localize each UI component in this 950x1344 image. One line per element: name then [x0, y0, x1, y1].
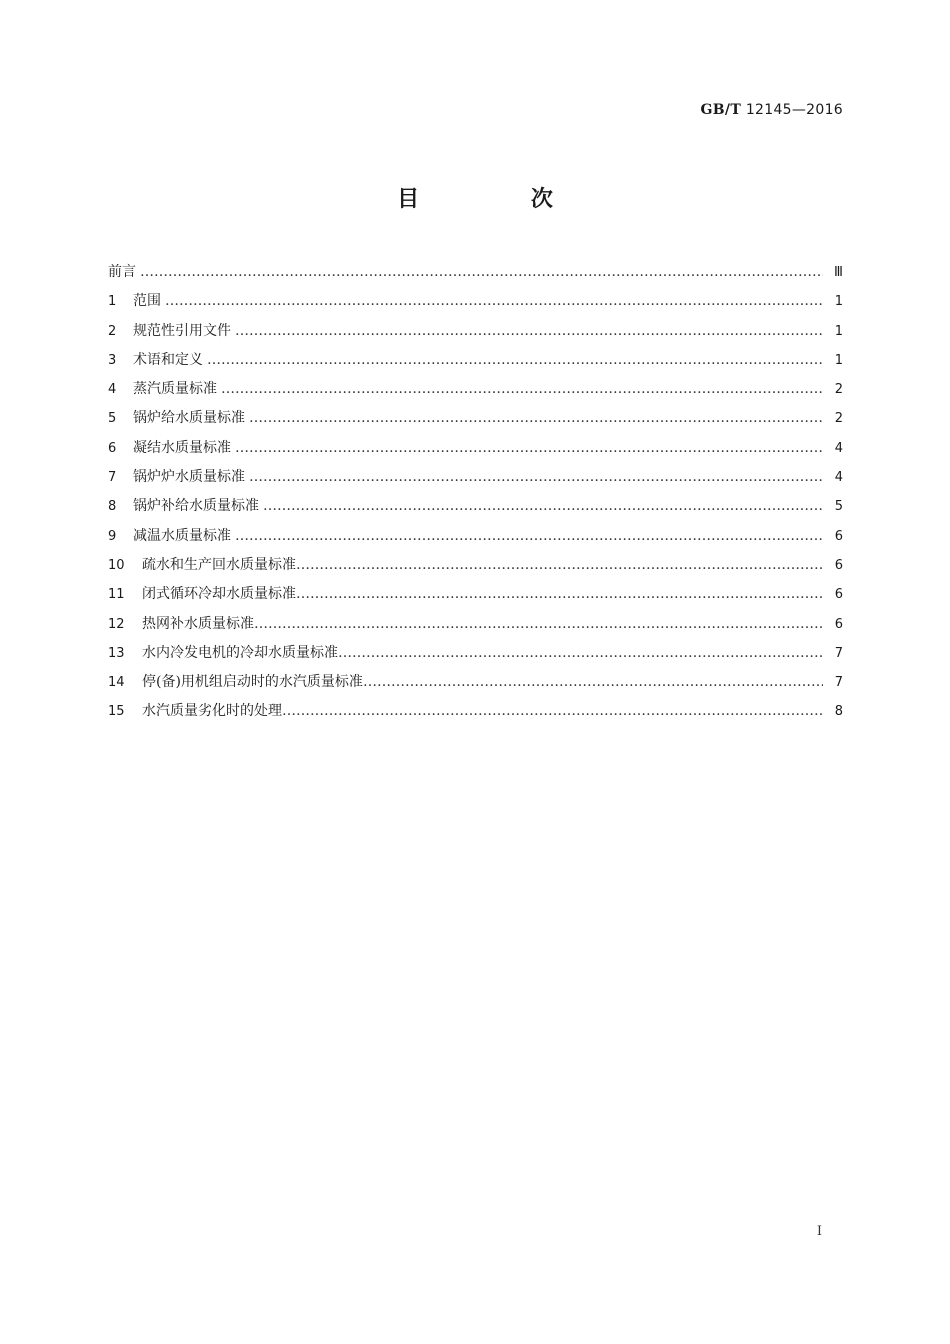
toc-entry-title: 热网补水质量标准	[142, 615, 254, 632]
toc-entry-number: 12	[108, 616, 125, 632]
toc-entry[interactable]	[108, 697, 843, 726]
toc-leader-dots	[235, 317, 823, 346]
toc-entry-title: 减温水质量标准	[133, 527, 231, 544]
toc-leader-dots	[338, 639, 823, 668]
toc-entry[interactable]	[108, 434, 843, 463]
toc-entry-page: 6	[834, 557, 843, 573]
toc-entry-number: 8	[108, 499, 117, 515]
table-of-contents	[108, 258, 843, 727]
toc-entry-number: 13	[108, 645, 125, 661]
toc-entry-page: 1	[834, 352, 843, 368]
toc-entry[interactable]	[108, 580, 843, 609]
toc-entry-page: 7	[834, 675, 843, 691]
toc-entry[interactable]	[108, 317, 843, 346]
toc-entry-number: 14	[108, 675, 125, 691]
toc-entry-title: 水内冷发电机的冷却水质量标准	[142, 644, 338, 661]
toc-leader-dots	[235, 522, 823, 551]
toc-entry-page: 4	[834, 470, 843, 486]
standard-code	[701, 102, 843, 118]
page-number: I	[816, 1224, 822, 1239]
toc-entry-page: 6	[834, 616, 843, 632]
toc-entry[interactable]	[108, 522, 843, 551]
toc-entry[interactable]	[108, 551, 843, 580]
toc-entry-title: 水汽质量劣化时的处理	[142, 703, 282, 720]
toc-leader-dots	[363, 668, 823, 697]
toc-leader-dots	[263, 492, 823, 521]
toc-entry-title: 锅炉补给水质量标准	[133, 498, 259, 515]
toc-entry[interactable]	[108, 668, 843, 697]
toc-entry[interactable]	[108, 610, 843, 639]
toc-entry-number: 15	[108, 704, 125, 720]
toc-entry-number: 5	[108, 411, 117, 427]
toc-entry-number: 10	[108, 557, 125, 573]
toc-entry-number: 6	[108, 440, 117, 456]
toc-entry-foreword[interactable]	[108, 258, 843, 287]
toc-leader-dots	[249, 404, 823, 433]
toc-entry-number: 7	[108, 470, 117, 486]
toc-leader-dots	[140, 258, 823, 287]
toc-entry-page: 4	[834, 440, 843, 456]
toc-entry[interactable]	[108, 492, 843, 521]
toc-entry-page: 2	[834, 411, 843, 427]
toc-entry-page: 7	[834, 645, 843, 661]
toc-entry-title: 蒸汽质量标准	[133, 381, 217, 398]
toc-leader-dots	[165, 287, 823, 316]
toc-entry[interactable]	[108, 287, 843, 316]
toc-entry-title: 锅炉给水质量标准	[133, 410, 245, 427]
toc-leader-dots	[296, 580, 823, 609]
toc-entry-number: 1	[108, 294, 117, 310]
toc-entry-title: 规范性引用文件	[133, 322, 231, 339]
toc-leader-dots	[207, 346, 823, 375]
toc-entry-title: 闭式循环冷却水质量标准	[142, 586, 296, 603]
toc-entry[interactable]	[108, 404, 843, 433]
toc-entry-title: 术语和定义	[133, 351, 203, 368]
toc-entry-page: 1	[834, 294, 843, 310]
toc-entry-number: 11	[108, 587, 125, 603]
toc-leader-dots	[221, 375, 823, 404]
toc-entry-title: 锅炉炉水质量标准	[133, 469, 245, 486]
toc-leader-dots	[254, 610, 823, 639]
toc-entry-page: 6	[834, 528, 843, 544]
toc-entry-page: 2	[834, 382, 843, 398]
page-title: 目 次	[397, 187, 605, 212]
toc-entry[interactable]	[108, 375, 843, 404]
toc-entry-page: Ⅲ	[834, 265, 843, 280]
toc-entry[interactable]	[108, 346, 843, 375]
toc-leader-dots	[235, 434, 823, 463]
toc-leader-dots	[296, 551, 823, 580]
toc-entry-number: 3	[108, 352, 117, 368]
toc-entry-page: 8	[834, 704, 843, 720]
toc-entry[interactable]	[108, 463, 843, 492]
standard-number: 12145—2016	[745, 102, 843, 118]
toc-entry-page: 1	[834, 323, 843, 339]
toc-entry-title: 凝结水质量标准	[133, 439, 231, 456]
toc-leader-dots	[249, 463, 823, 492]
toc-leader-dots	[282, 697, 823, 726]
toc-entry-title: 疏水和生产回水质量标准	[142, 556, 296, 573]
toc-entry-title: 停(备)用机组启动时的水汽质量标准	[142, 674, 363, 691]
toc-entry-title: 前言	[108, 264, 136, 280]
toc-entry[interactable]	[108, 639, 843, 668]
toc-entry-title: 范围	[133, 293, 161, 310]
standard-prefix: GB/T	[700, 102, 742, 118]
toc-entry-number: 4	[108, 382, 117, 398]
toc-entry-number: 9	[108, 528, 117, 544]
toc-entry-page: 6	[834, 587, 843, 603]
toc-entry-number: 2	[108, 323, 117, 339]
toc-entry-page: 5	[834, 499, 843, 515]
